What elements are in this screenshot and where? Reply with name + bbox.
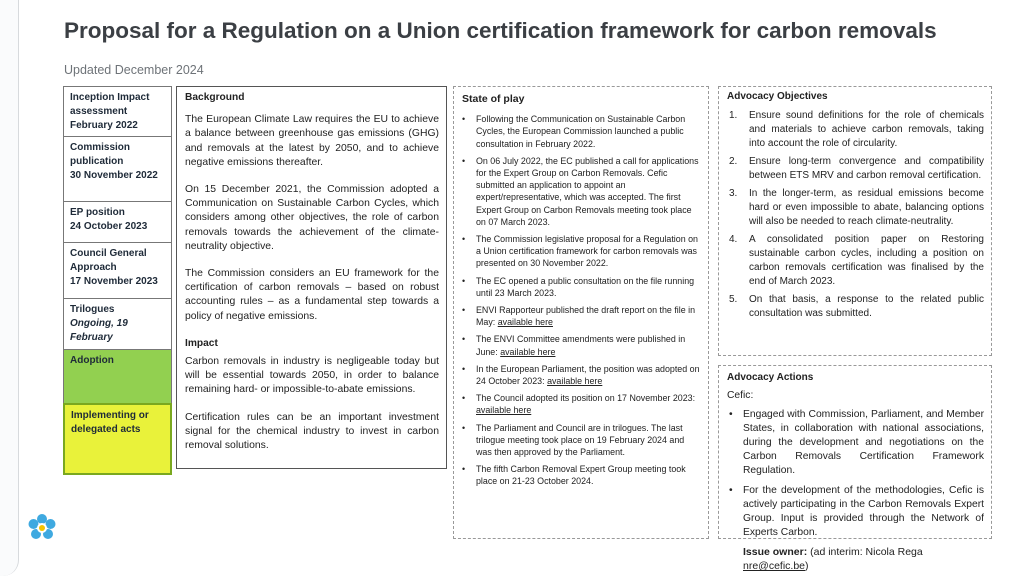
available-here-link[interactable]: available here xyxy=(476,405,532,416)
list-item: • The fifth Carbon Removal Expert Group meeting took place on 21-23 October 2024. xyxy=(462,463,700,487)
background-heading: Background xyxy=(185,92,245,103)
list-item: • Engaged with Commission, Parliament, and Member States, in collaboration with national associations, during the development and negotiations on the Carbon Removals Certification Framework Regulation. xyxy=(727,408,984,478)
objectives-list xyxy=(727,109,984,321)
available-here-link[interactable]: available here xyxy=(497,317,553,328)
advocacy-objectives-panel xyxy=(718,86,992,356)
timeline-step-council: Council General Approach 17 November 2023 xyxy=(63,242,172,298)
list-item: • Following the Communication on Sustainable Carbon Cycles, the European Commission launched a public consultation in February 2022. xyxy=(462,113,700,150)
timeline-step-ep-position: EP position 24 October 2023 xyxy=(63,201,172,242)
list-item: • The ENVI Committee amendments were published in June: available here xyxy=(462,333,700,357)
list-item: 4. A consolidated position paper on Restoring sustainable carbon cycles, including a position on carbon removals certification was finalised by the end of March 2023. xyxy=(729,234,984,287)
state-of-play-list xyxy=(462,113,700,487)
page-subtitle: Updated December 2024 xyxy=(64,63,204,77)
issue-owner-email-link[interactable]: nre@cefic.be xyxy=(743,560,806,572)
issue-owner-close: ) xyxy=(805,560,809,572)
list-item: 5. On that basis, a response to the related public consultation was submitted. xyxy=(729,294,984,319)
background-paragraph: On 15 December 2021, the Commission adopted a Communication on Sustainable Carbon Cycles, which considers among other objectives, the role of carbon removals towards the achievement of the climate-neutrality objective. xyxy=(185,184,439,252)
list-item: • In the European Parliament, the position was adopted on 24 October 2023: available here xyxy=(462,363,700,387)
actions-list xyxy=(727,408,984,540)
advocacy-actions-heading: Advocacy Actions xyxy=(727,372,814,383)
list-item: • The Parliament and Council are in trilogues. The last trilogue meeting took place on 19 February 2024 and was then approved by the Parliament. xyxy=(462,422,700,459)
advocacy-objectives-heading: Advocacy Objectives xyxy=(727,91,828,102)
list-item: • The EC opened a public consultation on the file running until 23 March 2023. xyxy=(462,275,700,299)
cefic-flower-logo-icon xyxy=(26,512,58,544)
timeline-step-adoption: Adoption xyxy=(63,349,172,403)
list-item: 3. In the longer-term, as residual emissions become hard or even impossible to abate, balancing options will also be needed to reach climate-neutrality. xyxy=(729,188,984,227)
list-item: • On 06 July 2022, the EC published a call for applications for the Expert Group on Carbon Removals. Cefic submitted an application to appoint an expert/representative, which was accepted. The first Expert Group on Carbon Removals meeting took place on 07 March 2023. xyxy=(462,155,700,228)
left-decorative-band xyxy=(0,0,19,576)
available-here-link[interactable]: available here xyxy=(500,346,556,357)
impact-paragraph: Certification rules can be an important investment signal for the chemical industry to invest in carbon removal solutions. xyxy=(185,411,439,452)
impact-heading: Impact xyxy=(185,337,218,349)
timeline-step-commission: Commission publication 30 November 2022 xyxy=(63,136,172,201)
list-item: • ENVI Rapporteur published the draft report on the file in May: available here xyxy=(462,304,700,328)
issue-owner xyxy=(743,545,923,573)
actor-label: Cefic: xyxy=(727,390,754,401)
page-title: Proposal for a Regulation on a Union certification framework for carbon removals xyxy=(64,18,937,43)
background-panel xyxy=(176,86,447,469)
background-paragraph: The Commission considers an EU framework for the certification of carbon removals – based on robust accounting rules – as a fundamental step towards a policy of negative emissions. xyxy=(185,268,439,322)
list-item: 1. Ensure sound definitions for the role of chemicals and materials to achieve carbon removals, taking into account the role of circularity. xyxy=(729,110,984,149)
legislative-timeline xyxy=(63,86,172,475)
list-item: 2. Ensure long-term convergence and compatibility between ETS MRV and carbon removal certification. xyxy=(729,156,984,181)
available-here-link[interactable]: available here xyxy=(547,376,603,387)
list-item: • The Council adopted its position on 17 November 2023: available here xyxy=(462,392,700,416)
timeline-step-inception: Inception Impact assessment February 2022 xyxy=(63,86,172,136)
list-item: • For the development of the methodologies, Cefic is actively participating in the Carbon Removals Expert Group. Input is provided through the Network of Experts Carbon. xyxy=(727,484,984,540)
issue-owner-label: Issue owner: xyxy=(743,546,808,558)
state-of-play-panel xyxy=(453,86,709,539)
advocacy-actions-panel xyxy=(718,365,992,539)
list-item: • The Commission legislative proposal for a Regulation on a Union certification framework for carbon removals was presented on 30 November 2022. xyxy=(462,233,700,270)
impact-paragraph: Carbon removals in industry is negligeable today but will be essential towards 2050, in order to balance remaining hard- or impossible-to-abate emissions. xyxy=(185,356,439,396)
issue-owner-name: (ad interim: Nicola Rega xyxy=(810,546,923,558)
timeline-step-trilogues: Trilogues Ongoing, 19 February xyxy=(63,298,172,349)
timeline-step-implementing: Implementing or delegated acts xyxy=(63,403,172,475)
background-paragraph: The European Climate Law requires the EU to achieve a balance between greenhouse gas emissions (GHG) and removals at the latest by 2050, and to achieve negative emissions thereafter. xyxy=(185,114,439,168)
state-of-play-heading: State of play xyxy=(462,93,525,105)
